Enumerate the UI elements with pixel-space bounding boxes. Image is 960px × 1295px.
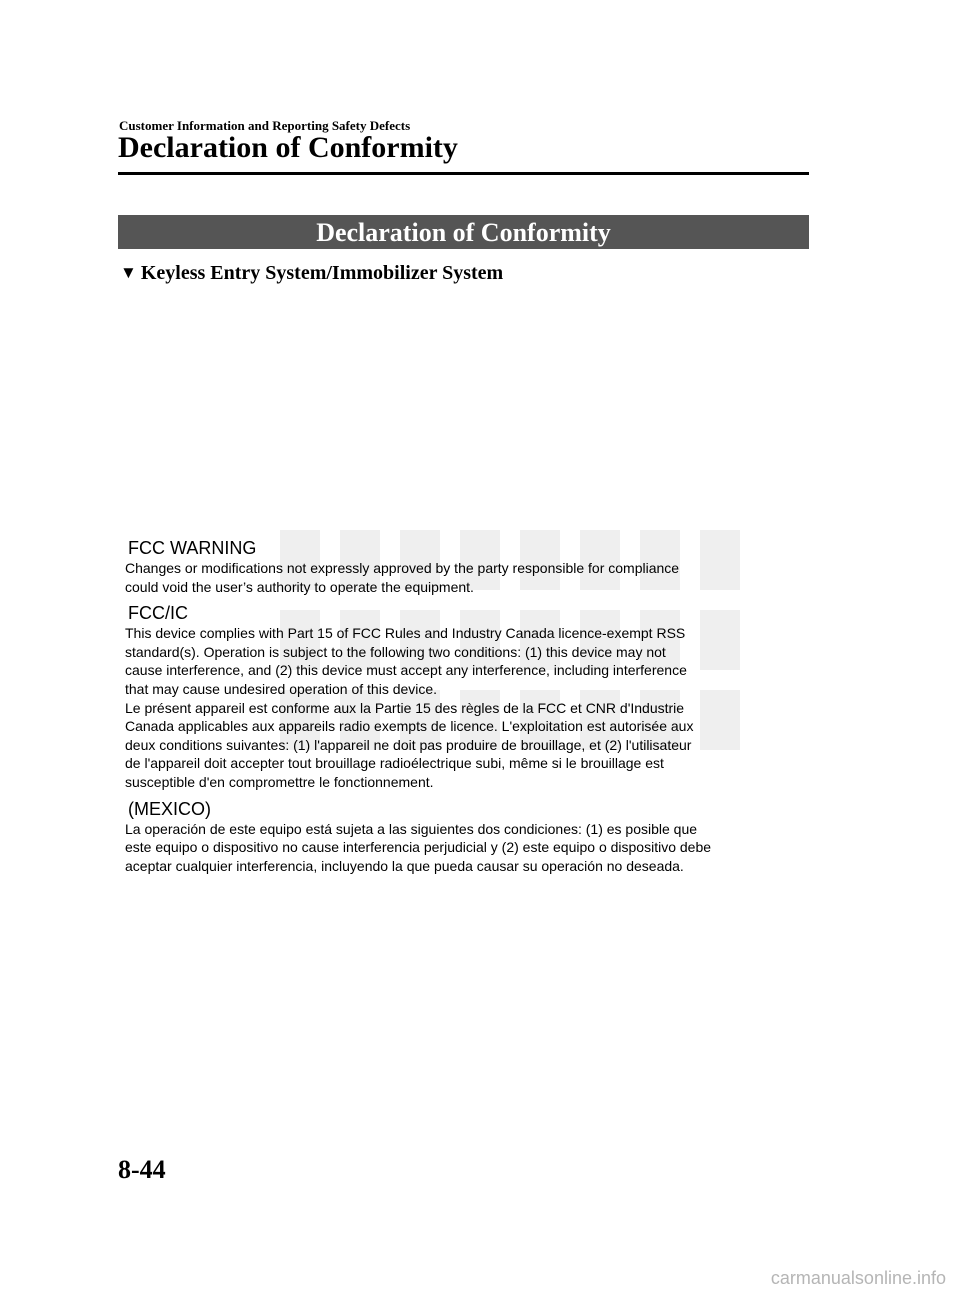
page-title: Declaration of Conformity [118, 131, 458, 164]
mexico-body: La operación de este equipo está sujeta a las siguientes dos condiciones: (1) es posible que este equipo o dispositivo no cause interferencia perjudicial y (2) este equipo o dispositivo debe aceptar cualquier interferencia, incluyendo la que pueda causar su operación no deseada. [125, 820, 712, 874]
fcc-ic-title: FCC/IC [128, 603, 188, 624]
heading-divider [118, 172, 809, 175]
section-title: Declaration of Conformity [316, 218, 611, 247]
section-title-bar [118, 215, 809, 249]
triangle-down-icon: ▼ [120, 263, 137, 282]
mexico-title: (MEXICO) [128, 798, 211, 819]
fcc-ic-body: This device complies with Part 15 of FCC Rules and Industry Canada licence-exempt RSS standard(s). Operation is subject to the following two conditions: (1) this device may not cause interference, and (2) this device must accept any interference, including interference that may cause undesired operation of this device. Le présent appareil est conforme aux la Partie 15 des règles de la FCC et CNR d'Industrie Canada applicables aux appareils radio exempts de licence. L'exploitation est autorisée aux deux conditions suivantes: (1) l'appareil ne doit pas produire de brouillage, et (2) l'utilisateur de l'appareil doit accepter tout brouillage radioélectrique subi, même si le brouillage est susceptible d'en compromettre le fonctionnement. [125, 625, 694, 790]
fcc-warning-body: Changes or modifications not expressly approved by the party responsible for compliance could void the user’s authority to operate the equipment. [125, 560, 680, 595]
subsection-heading [120, 262, 503, 285]
breadcrumb: Customer Information and Reporting Safety Defects [119, 118, 411, 133]
site-watermark: carmanualsonline.info [770, 1268, 946, 1288]
page-number: 8-44 [118, 1155, 166, 1184]
subsection-title: Keyless Entry System/Immobilizer System [140, 262, 504, 284]
compliance-notices [125, 537, 805, 875]
fcc-warning-title: FCC WARNING [128, 538, 257, 558]
